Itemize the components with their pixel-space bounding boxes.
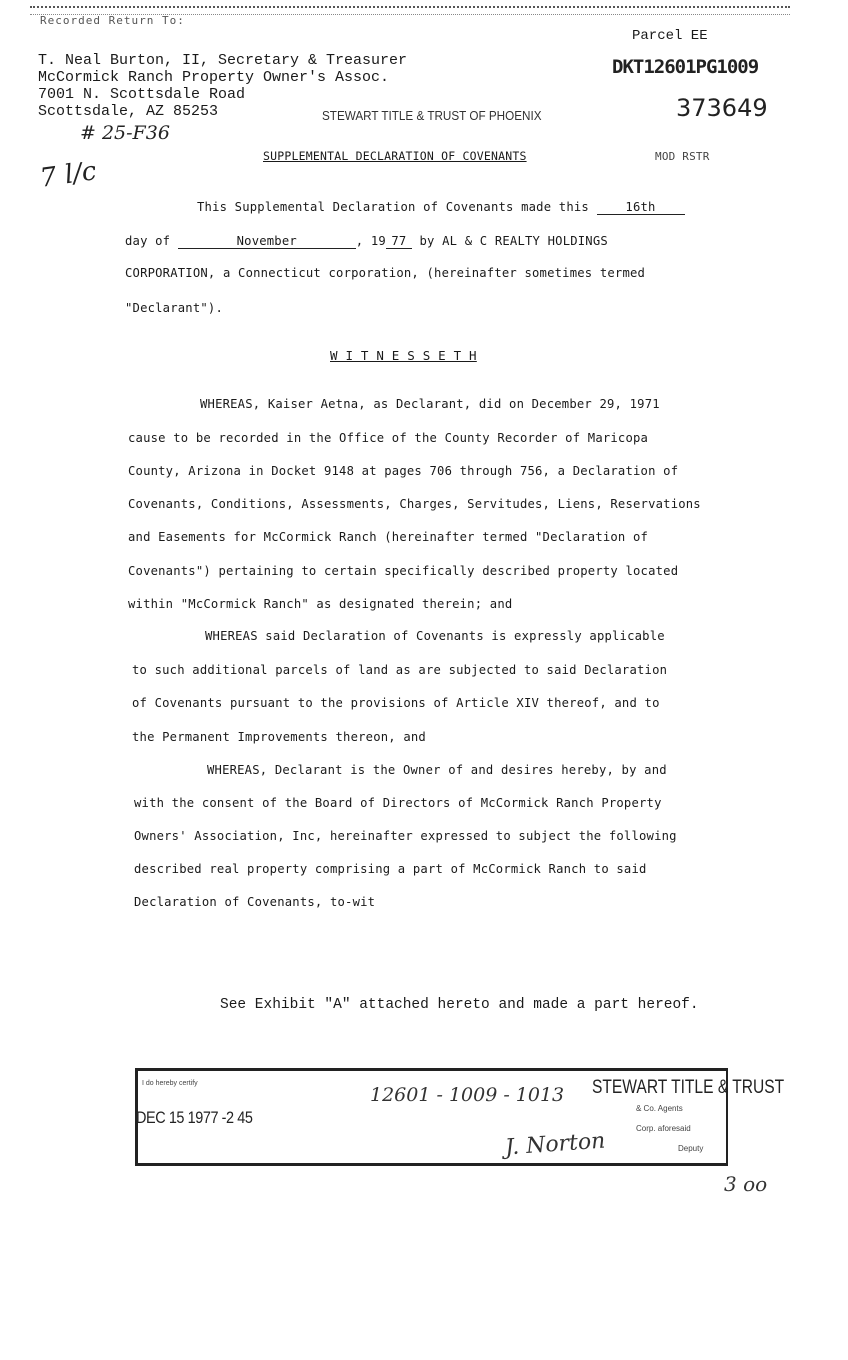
- stamp-date: DEC 15 1977 -2 45: [136, 1108, 253, 1127]
- para1-line-6: Covenants") pertaining to certain specifically described property located: [128, 564, 679, 578]
- intro-line-1: [197, 200, 685, 215]
- para2-line-4: the Permanent Improvements thereon, and: [132, 730, 426, 744]
- para3-line-1: WHEREAS, Declarant is the Owner of and desires hereby, by and: [207, 763, 667, 777]
- exhibit-line: See Exhibit "A" attached hereto and made a part hereof.: [220, 997, 699, 1013]
- stamp-docket-pages: 12601 - 1009 - 1013: [370, 1084, 565, 1106]
- stamp-line-a: & Co. Agents: [636, 1104, 683, 1113]
- document-title: SUPPLEMENTAL DECLARATION OF COVENANTS: [263, 149, 527, 163]
- para3-line-5: Declaration of Covenants, to-wit: [134, 895, 376, 909]
- para3-line-4: described real property comprising a part of McCormick Ranch to said: [134, 862, 647, 876]
- mod-rstr-stamp: MOD RSTR: [655, 150, 710, 163]
- para1-line-3: County, Arizona in Docket 9148 at pages 706 through 756, a Declaration of: [128, 464, 679, 478]
- intro-day-value: 16th: [597, 200, 685, 215]
- stamp-small-header: I do hereby certify: [142, 1080, 198, 1087]
- stamp-line-c: Deputy: [678, 1144, 704, 1153]
- address-line-4: Scottsdale, AZ 85253: [38, 103, 219, 120]
- stamp-signature: J. Norton: [504, 1128, 607, 1161]
- title-company-stamp: STEWART TITLE & TRUST OF PHOENIX: [322, 108, 542, 123]
- stamp-company: STEWART TITLE & TRUST: [592, 1077, 785, 1098]
- para1-line-4: Covenants, Conditions, Assessments, Charges, Servitudes, Liens, Reservations: [128, 497, 701, 511]
- para2-line-1: WHEREAS said Declaration of Covenants is expressly applicable: [205, 629, 665, 643]
- para3-line-3: Owners' Association, Inc, hereinafter expressed to subject the following: [134, 829, 677, 843]
- intro-month-value: November: [178, 234, 356, 249]
- docket-number: DKT12601PG1009: [612, 56, 759, 78]
- intro-day-of: day of: [125, 234, 171, 248]
- intro-year-value: 77: [386, 234, 412, 249]
- para2-line-3: of Covenants pursuant to the provisions of Article XIV thereof, and to: [132, 696, 660, 710]
- margin-note: 3 oo: [724, 1172, 768, 1196]
- para1-line-7: within "McCormick Ranch" as designated therein; and: [128, 597, 513, 611]
- handwritten-fee: # 25-F36: [80, 122, 170, 144]
- para2-line-2: to such additional parcels of land as are subjected to said Declaration: [132, 663, 668, 677]
- stamp-line-b: Corp. aforesaid: [636, 1124, 691, 1133]
- recording-number: 373649: [676, 94, 768, 122]
- address-line-1: T. Neal Burton, II, Secretary & Treasurer: [38, 52, 408, 69]
- para1-line-5: and Easements for McCormick Ranch (hereinafter termed "Declaration of: [128, 530, 649, 544]
- intro-line-2: [125, 234, 608, 249]
- intro-line-1-text: This Supplemental Declaration of Covenants made this: [197, 200, 589, 214]
- return-to-label: Recorded Return To:: [40, 14, 185, 27]
- intro-line-3: CORPORATION, a Connecticut corporation, (hereinafter sometimes termed: [125, 266, 646, 280]
- address-line-3: 7001 N. Scottsdale Road: [38, 86, 246, 103]
- para1-line-2: cause to be recorded in the Office of the County Recorder of Maricopa: [128, 431, 649, 445]
- para3-line-2: with the consent of the Board of Directors of McCormick Ranch Property: [134, 796, 662, 810]
- intro-year-prefix: , 19: [355, 234, 386, 248]
- handwritten-initials: 7 l/c: [38, 156, 99, 194]
- parcel-label: Parcel EE: [632, 28, 708, 44]
- para1-line-1: WHEREAS, Kaiser Aetna, as Declarant, did on December 29, 1971: [200, 397, 660, 411]
- intro-line-4: "Declarant").: [125, 301, 223, 315]
- witnesseth-heading: W I T N E S S E T H: [330, 348, 477, 363]
- intro-line-2-suffix: by AL & C REALTY HOLDINGS: [419, 234, 608, 248]
- address-line-2: McCormick Ranch Property Owner's Assoc.: [38, 69, 390, 86]
